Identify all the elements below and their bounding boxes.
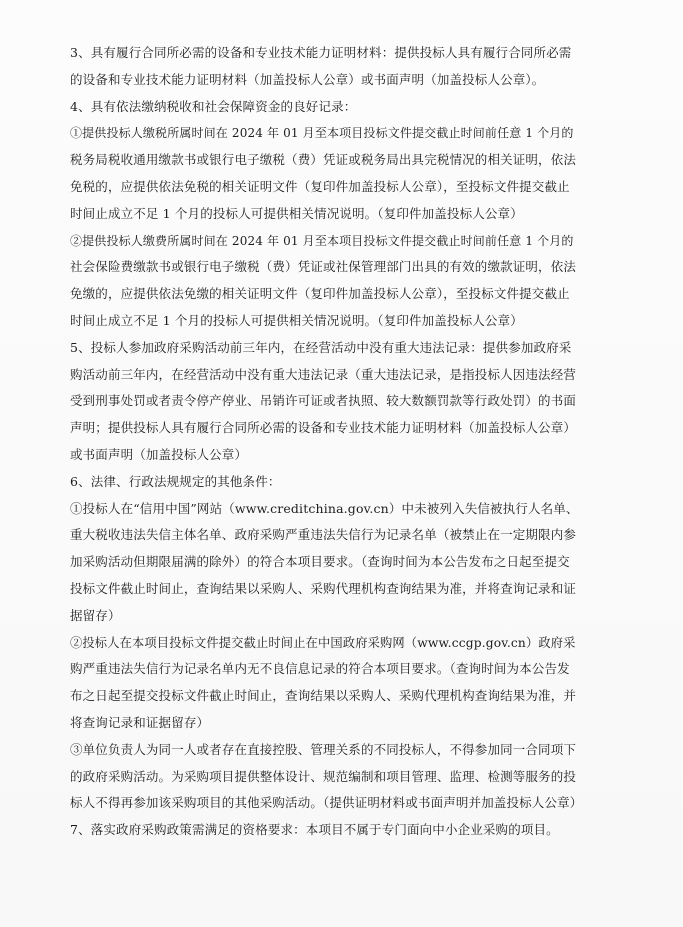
text-line: 或书面声明（加盖投标人公章）	[70, 446, 248, 462]
text-line: ②投标人在本项目投标文件提交截止时间止在中国政府采购网（www.ccgp.gov.cn）政府采	[70, 635, 576, 650]
text-line: 3、具有履行合同所必需的设备和专业技术能力证明材料：提供投标人具有履行合同所必需	[70, 45, 572, 60]
text-line: ①投标人在“信用中国”网站（www.creditchina.gov.cn）中未被列入失信被执行人名单、	[70, 500, 579, 516]
text-line: 加采购活动但期限届满的除外）的符合本项目要求。（查询时间为本公告发布之日起至提交	[70, 554, 570, 570]
text-line: 据留存）	[70, 607, 121, 623]
text-line: ③单位负责人为同一人或者存在直接控股、管理关系的不同投标人，不得参加同一合同项下	[70, 741, 577, 757]
text-line: 时间止成立不足 1 个月的投标人可提供相关情况说明。（复印件加盖投标人公章）	[70, 205, 523, 221]
text-line: 布之日起至提交投标文件截止时间止，查询结果以采购人、采购代理机构查询结果为准，并	[70, 688, 577, 704]
section-heading: 4、具有依法缴纳税收和社会保障资金的良好记录：	[70, 98, 357, 114]
text-line: ②提供投标人缴费所属时间在 2024 年 01 月至本项目投标文件提交截止时间前任意 1 个月的	[70, 233, 574, 248]
section-heading: 6、法律、行政法规规定的其他条件：	[70, 473, 281, 489]
text-line: 购活动前三年内，在经营活动中没有重大违法记录（重大违法记录，是指投标人因违法经营	[70, 366, 577, 382]
text-line: ①提供投标人缴税所属时间在 2024 年 01 月至本项目投标文件提交截止时间前任意 1 个月的	[70, 126, 574, 141]
text-line: 购严重违法失信行为记录名单内无不良信息记录的符合本项目要求。（查询时间为本公告发	[70, 661, 570, 677]
section-heading: 7、落实政府采购政策需满足的资格要求：本项目不属于专门面向中小企业采购的项目。	[70, 822, 559, 838]
text-line: 重大税收违法失信主体名单、政府采购严重违法失信行为记录名单（被禁止在一定期限内参	[70, 527, 577, 543]
text-line: 声明；提供投标人具有履行合同所必需的设备和专业技术能力证明材料（加盖投标人公章）	[70, 420, 577, 436]
text-line: 社会保险费缴款书或银行电子缴税（费）凭证或社保管理部门出具的有效的缴款证明，依法	[70, 259, 577, 275]
text-line: 免缴的，应提供依法免缴的相关证明文件（复印件加盖投标人公章），至投标文件提交截止	[70, 286, 570, 302]
text-line: 时间止成立不足 1 个月的投标人可提供相关情况说明。（复印件加盖投标人公章）	[70, 312, 523, 328]
text-line: 税务局税收通用缴款书或银行电子缴税（费）凭证或税务局出具完税情况的相关证明，依法	[70, 152, 577, 168]
text-line: 将查询记录和证据留存）	[70, 714, 210, 730]
text-line: 受到刑事处罚或者责令停产停业、吊销许可证或者执照、较大数额罚款等行政处罚）的书面	[70, 393, 577, 409]
text-line: 免税的，应提供依法免税的相关证明文件（复印件加盖投标人公章），至投标文件提交截止	[70, 178, 570, 194]
text-line: 标人不得再参加该采购项目的其他采购活动。（提供证明材料或书面声明并加盖投标人公章）	[70, 795, 583, 811]
text-line: 的政府采购活动。为采购项目提供整体设计、规范编制和项目管理、监理、检测等服务的投	[70, 768, 577, 784]
section-heading: 5、投标人参加政府采购活动前三年内，在经营活动中没有重大违法记录：提供参加政府采	[70, 339, 572, 355]
text-line: 投标文件截止时间止，查询结果以采购人、采购代理机构查询结果为准，并将查询记录和证	[70, 580, 577, 596]
text-line: 的设备和专业技术能力证明材料（加盖投标人公章）或书面声明（加盖投标人公章）。	[70, 71, 545, 87]
document-body	[70, 40, 583, 844]
